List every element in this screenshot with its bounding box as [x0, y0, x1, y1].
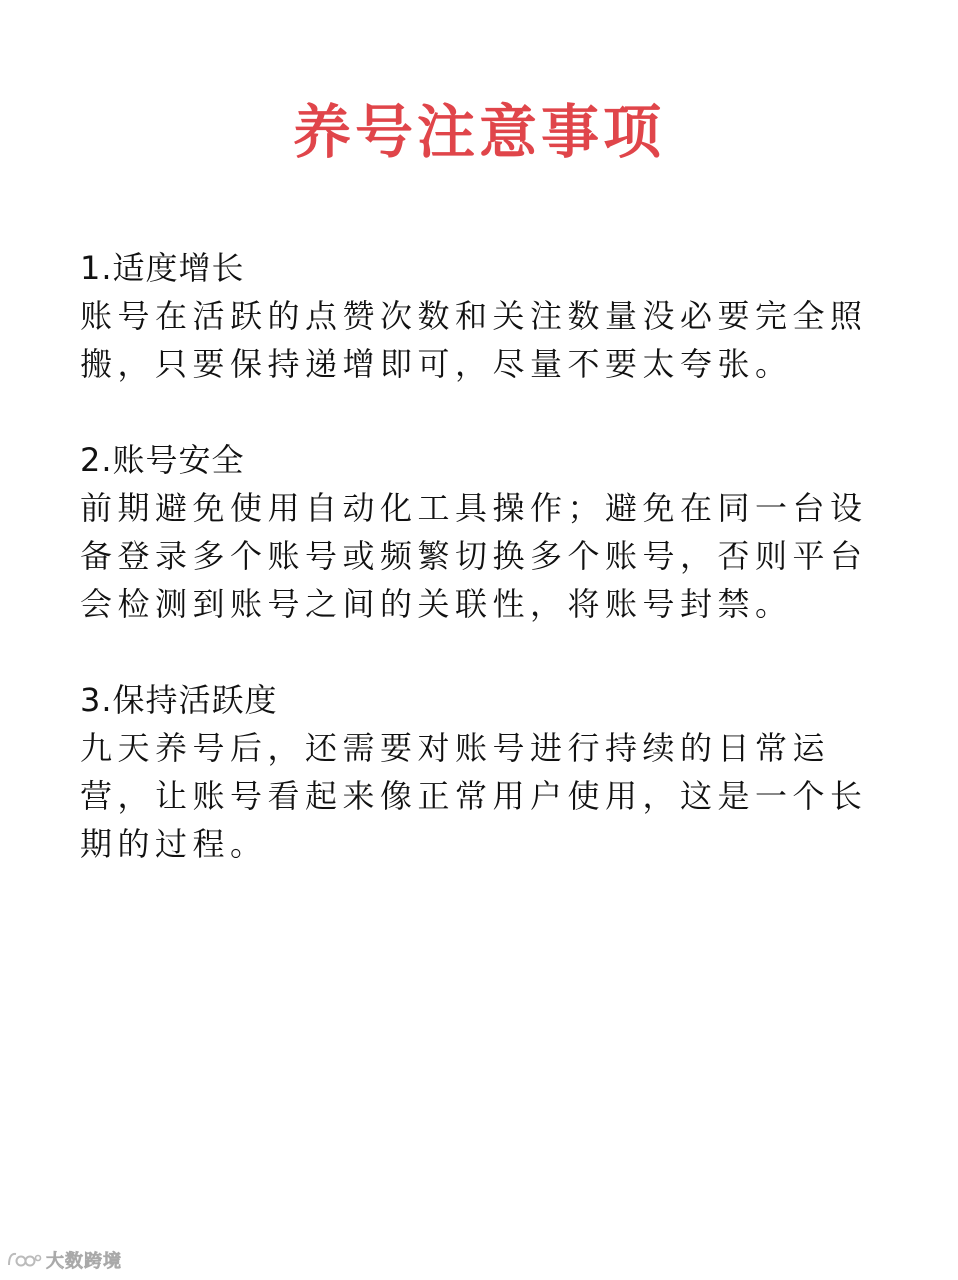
watermark-text: 大数跨境 — [46, 1251, 122, 1272]
section-keep-active — [80, 676, 890, 868]
section-account-security — [80, 436, 890, 628]
section-heading: 3.保持活跃度 — [80, 681, 278, 719]
page-title: 养号注意事项 — [292, 98, 665, 166]
watermark-logo-icon — [6, 1249, 42, 1271]
section-body: 账号在活跃的点赞次数和关注数量没必要完全照搬，只要保持递增即可，尽量不要太夸张。 — [80, 297, 868, 383]
section-heading: 2.账号安全 — [80, 441, 245, 479]
section-body: 九天养号后，还需要对账号进行持续的日常运营，让账号看起来像正常用户使用，这是一个长期的过程。 — [80, 729, 868, 863]
section-body: 前期避免使用自动化工具操作；避免在同一台设备登录多个账号或频繁切换多个账号，否则平台会检测到账号之间的关联性，将账号封禁。 — [80, 489, 868, 623]
section-moderate-growth — [80, 244, 890, 388]
section-heading: 1.适度增长 — [80, 249, 245, 287]
watermark — [6, 1246, 122, 1274]
article-content — [80, 244, 890, 916]
